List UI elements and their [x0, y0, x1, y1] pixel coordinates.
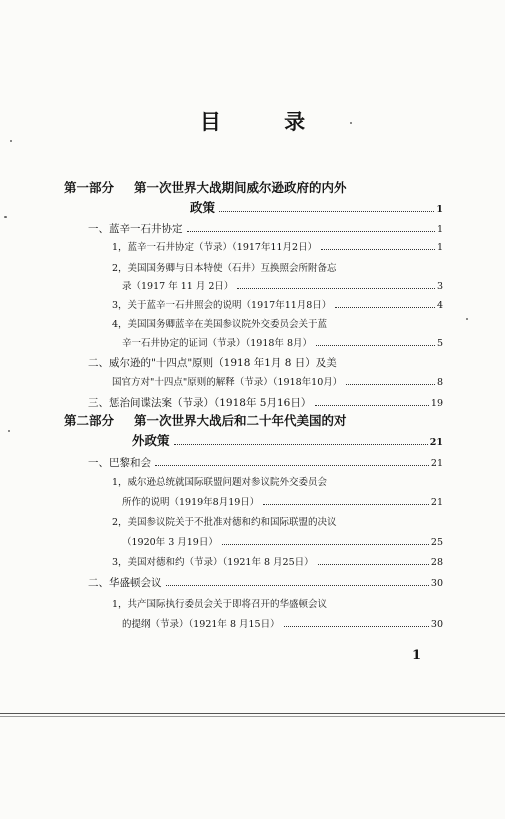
entry-text: 一、蓝辛一石井协定: [88, 223, 183, 235]
toc-entry[interactable]: [122, 280, 443, 294]
page-number: 1: [436, 204, 443, 215]
page-number: 1: [436, 242, 443, 253]
part-title: 第一次世界大战后和二十年代美国的对: [134, 413, 347, 428]
toc-entry: [112, 262, 443, 276]
bottom-rule: [0, 713, 505, 714]
page-number: 4: [436, 300, 443, 311]
entry-text: 辛一石井协定的证词（节录）（1918年 8月）: [122, 338, 312, 349]
toc-entry: [88, 356, 443, 370]
entry-text: 二、华盛顿会议: [88, 577, 162, 589]
scan-speck: [8, 430, 10, 432]
toc-entry[interactable]: [88, 576, 443, 591]
toc-entry[interactable]: [112, 556, 443, 570]
page-number: 5: [436, 338, 443, 349]
toc-entry[interactable]: [132, 433, 443, 451]
toc-entry[interactable]: [88, 396, 443, 411]
part-title: 第一次世界大战期间威尔逊政府的内外: [134, 180, 347, 195]
entry-text: 政策: [190, 200, 216, 215]
dot-leader: [219, 211, 434, 212]
entry-text: 录（1917 年 11 月 2日）: [122, 281, 234, 292]
part-label: 第一部分: [64, 180, 115, 195]
page-number: 19: [430, 398, 443, 409]
entry-text: 2，美国国务卿与日本特使（石井）互换照会所附备忘: [112, 263, 337, 274]
entry-text: 1，共产国际执行委员会关于即将召开的华盛顿会议: [112, 599, 328, 610]
toc-entry[interactable]: [190, 200, 443, 218]
dot-leader: [155, 465, 429, 466]
toc-entry[interactable]: [112, 299, 443, 313]
dot-leader: [346, 384, 435, 385]
toc-entry[interactable]: [122, 618, 443, 632]
scan-speck: [10, 140, 12, 142]
entry-text: 国官方对"十四点"原则的解释（节录）（1918年10月）: [112, 377, 343, 388]
dot-leader: [187, 231, 435, 232]
dot-leader: [237, 288, 435, 289]
page-number: 30: [430, 578, 443, 589]
dot-leader: [318, 564, 429, 565]
page-number: 25: [430, 537, 443, 548]
scan-speck: [466, 318, 468, 320]
part-label: 第二部分: [64, 413, 115, 428]
page-number: 3: [436, 281, 443, 292]
toc-entry[interactable]: [88, 222, 443, 237]
entry-text: 所作的说明（1919年8月19日）: [122, 497, 260, 508]
entry-text: 2，美国参议院关于不批准对德和约和国际联盟的决议: [112, 517, 337, 528]
toc-entry: [112, 476, 443, 490]
page-folio: 1: [412, 648, 422, 663]
entry-text: 3，关于蓝辛一石井照会的说明（1917年11月8日）: [112, 300, 332, 311]
page-number: 21: [430, 458, 443, 469]
dot-leader: [321, 249, 435, 250]
toc-part-heading[interactable]: [64, 180, 444, 196]
dot-leader: [284, 626, 429, 627]
page-number: 21: [430, 497, 443, 508]
entry-text: 1，威尔逊总统就国际联盟问题对参议院外交委员会: [112, 477, 328, 488]
toc-entry[interactable]: [122, 337, 443, 351]
dot-leader: [166, 585, 429, 586]
entry-text: 4，美国国务卿蓝辛在美国参议院外交委员会关于蓝: [112, 319, 328, 330]
dot-leader: [263, 504, 429, 505]
toc-part-heading[interactable]: [64, 413, 444, 429]
toc-entry[interactable]: [112, 376, 443, 390]
toc-entry: [112, 516, 443, 530]
entry-text: 二、威尔逊的"十四点"原则（1918 年1月 8 日）及美: [88, 357, 337, 369]
page-number: 30: [430, 619, 443, 630]
entry-text: 3，美国对德和约（节录）（1921年 8 月25日）: [112, 557, 314, 568]
toc-entry[interactable]: [112, 241, 443, 255]
entry-text: 的提纲（节录）（1921年 8 月15日）: [122, 619, 280, 630]
toc-entry[interactable]: [122, 536, 443, 550]
entry-text: 三、惩治间谍法案（节录）（1918年 5月16日）: [88, 397, 312, 409]
dot-leader: [174, 444, 428, 445]
toc-entry: [112, 598, 443, 612]
scan-speck: [350, 122, 352, 124]
dot-leader: [315, 405, 429, 406]
page-number: 8: [436, 377, 443, 388]
dot-leader: [222, 544, 429, 545]
page-title: 目 录: [199, 109, 334, 134]
page-number: 1: [436, 224, 443, 235]
toc-entry[interactable]: [122, 496, 443, 510]
bottom-rule-shadow: [0, 716, 505, 717]
dot-leader: [335, 307, 435, 308]
page-number: 28: [430, 557, 443, 568]
scan-speck: [4, 216, 7, 218]
entry-text: （1920年 3 月19日）: [122, 537, 218, 548]
toc-entry[interactable]: [88, 456, 443, 471]
dot-leader: [316, 345, 435, 346]
toc-entry: [112, 318, 443, 332]
entry-text: 一、巴黎和会: [88, 457, 151, 469]
page-number: 21: [429, 437, 443, 448]
entry-text: 1，蓝辛一石井协定（节录）（1917年11月2日）: [112, 242, 318, 253]
entry-text: 外政策: [132, 433, 170, 448]
